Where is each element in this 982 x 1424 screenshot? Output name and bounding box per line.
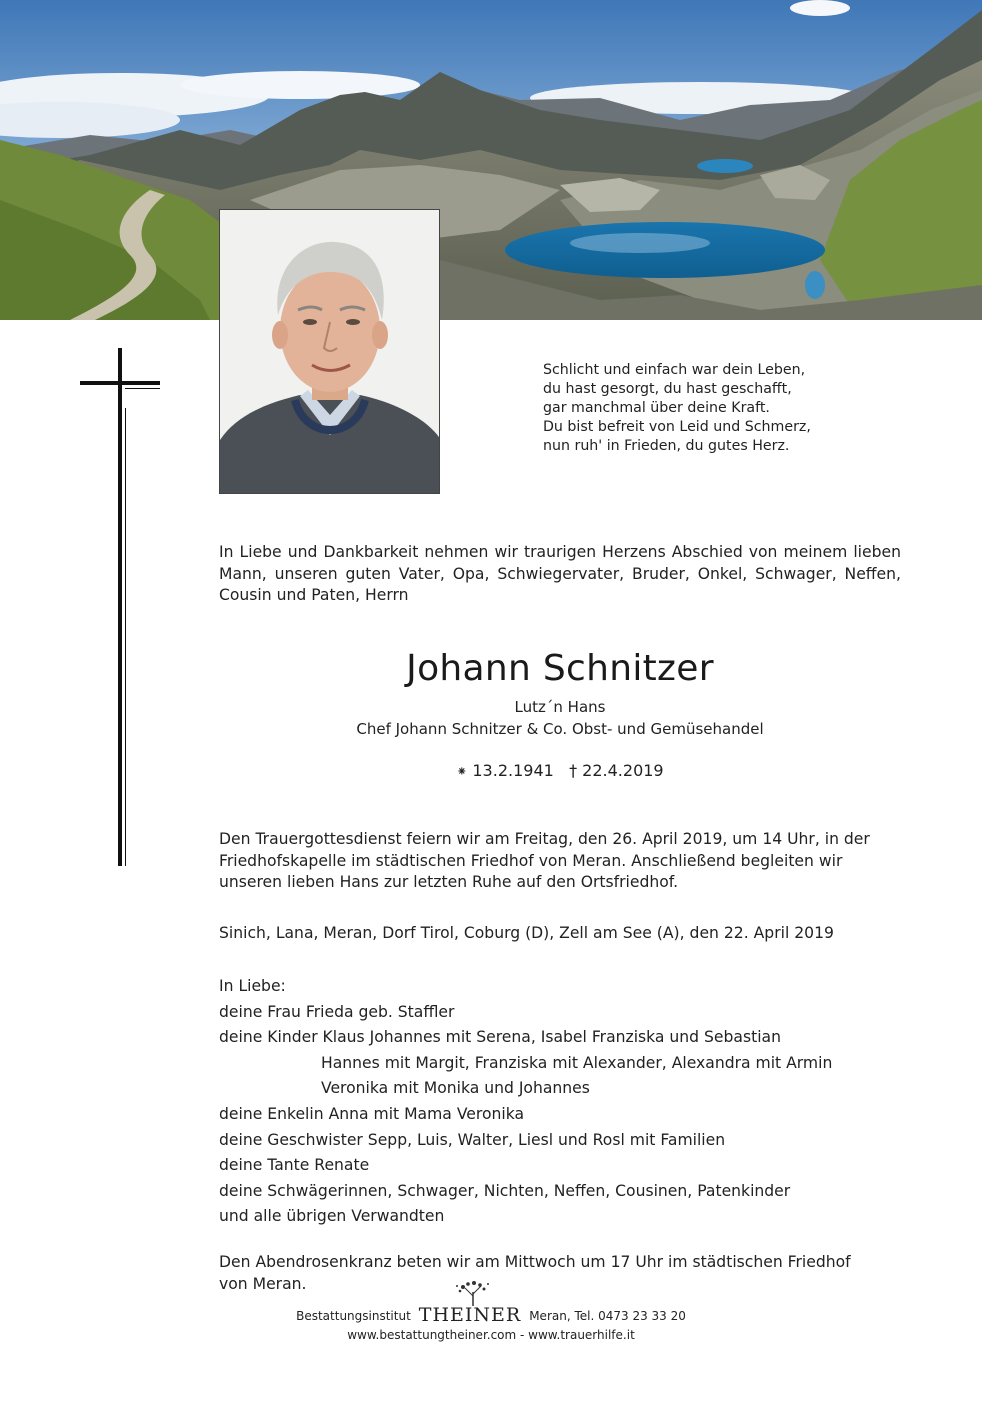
list-item: deine Frau Frieda geb. Staffler	[219, 1002, 455, 1021]
death-date: 22.4.2019	[582, 761, 664, 780]
deceased-name: Johann Schnitzer	[406, 648, 714, 689]
birth-date: 13.2.1941	[472, 761, 554, 780]
mourners-list	[219, 974, 901, 1230]
poem-line: Schlicht und einfach war dein Leben,	[543, 362, 806, 378]
tree-icon	[453, 1280, 493, 1306]
footer	[0, 1304, 982, 1342]
brand-name: THEINER	[418, 1304, 522, 1326]
mountain-landscape-photo	[0, 0, 982, 320]
funeral-service-text: Den Trauergottesdienst feiern wir am Freitag, den 26. April 2019, um 14 Uhr, in der Friedhofskapelle im städtischen Friedhof von Meran. Anschließend begleiten wir unseren lieben Hans zur letzten Ruhe auf den Ortsfriedhof.	[219, 830, 870, 891]
list-item: deine Enkelin Anna mit Mama Veronika	[219, 1104, 525, 1123]
birth-icon: ⁕	[456, 765, 468, 780]
death-icon: †	[569, 761, 578, 780]
list-item: deine Schwägerinnen, Schwager, Nichten, Neffen, Cousinen, Patenkinder	[219, 1181, 791, 1200]
intro-text: In Liebe und Dankbarkeit nehmen wir traurigen Herzens Abschied von meinem lieben Mann, unseren guten Vater, Opa, Schwiegervater, Bruder, Onkel, Schwager, Neffen, Cousin und Paten, Herrn	[219, 543, 901, 604]
list-item: Hannes mit Margit, Franziska mit Alexander, Alexandra mit Armin	[321, 1053, 833, 1072]
list-item: deine Geschwister Sepp, Luis, Walter, Liesl und Rosl mit Familien	[219, 1130, 726, 1149]
footer-websites: www.bestattungtheiner.com - www.trauerhilfe.it	[347, 1328, 635, 1342]
poem-line: nun ruh' in Frieden, du gutes Herz.	[543, 438, 790, 454]
deceased-nickname: Lutz´n Hans	[514, 698, 606, 716]
poem-line: Du bist befreit von Leid und Schmerz,	[543, 419, 811, 435]
list-item: und alle übrigen Verwandten	[219, 1207, 445, 1226]
poem-line: gar manchmal über deine Kraft.	[543, 400, 770, 416]
footer-contact: Meran, Tel. 0473 23 33 20	[529, 1309, 686, 1323]
cross-icon	[80, 348, 162, 868]
poem	[543, 361, 873, 456]
places-date-line: Sinich, Lana, Meran, Dorf Tirol, Coburg (D), Zell am See (A), den 22. April 2019	[219, 924, 834, 942]
brand-logo	[419, 1304, 521, 1326]
life-dates	[219, 761, 901, 780]
deceased-occupation: Chef Johann Schnitzer & Co. Obst- und Gemüsehandel	[356, 720, 764, 738]
list-item: Veronika mit Monika und Johannes	[321, 1079, 590, 1098]
list-item: In Liebe:	[219, 977, 286, 995]
rosary-text: Den Abendrosenkranz beten wir am Mittwoch um 17 Uhr im städtischen Friedhof von Meran.	[219, 1253, 851, 1293]
poem-line: du hast gesorgt, du hast geschafft,	[543, 381, 792, 397]
deceased-portrait-photo	[219, 209, 440, 494]
footer-prefix: Bestattungsinstitut	[296, 1309, 411, 1323]
list-item: deine Tante Renate	[219, 1156, 370, 1175]
list-item: deine Kinder Klaus Johannes mit Serena, Isabel Franziska und Sebastian	[219, 1028, 781, 1047]
